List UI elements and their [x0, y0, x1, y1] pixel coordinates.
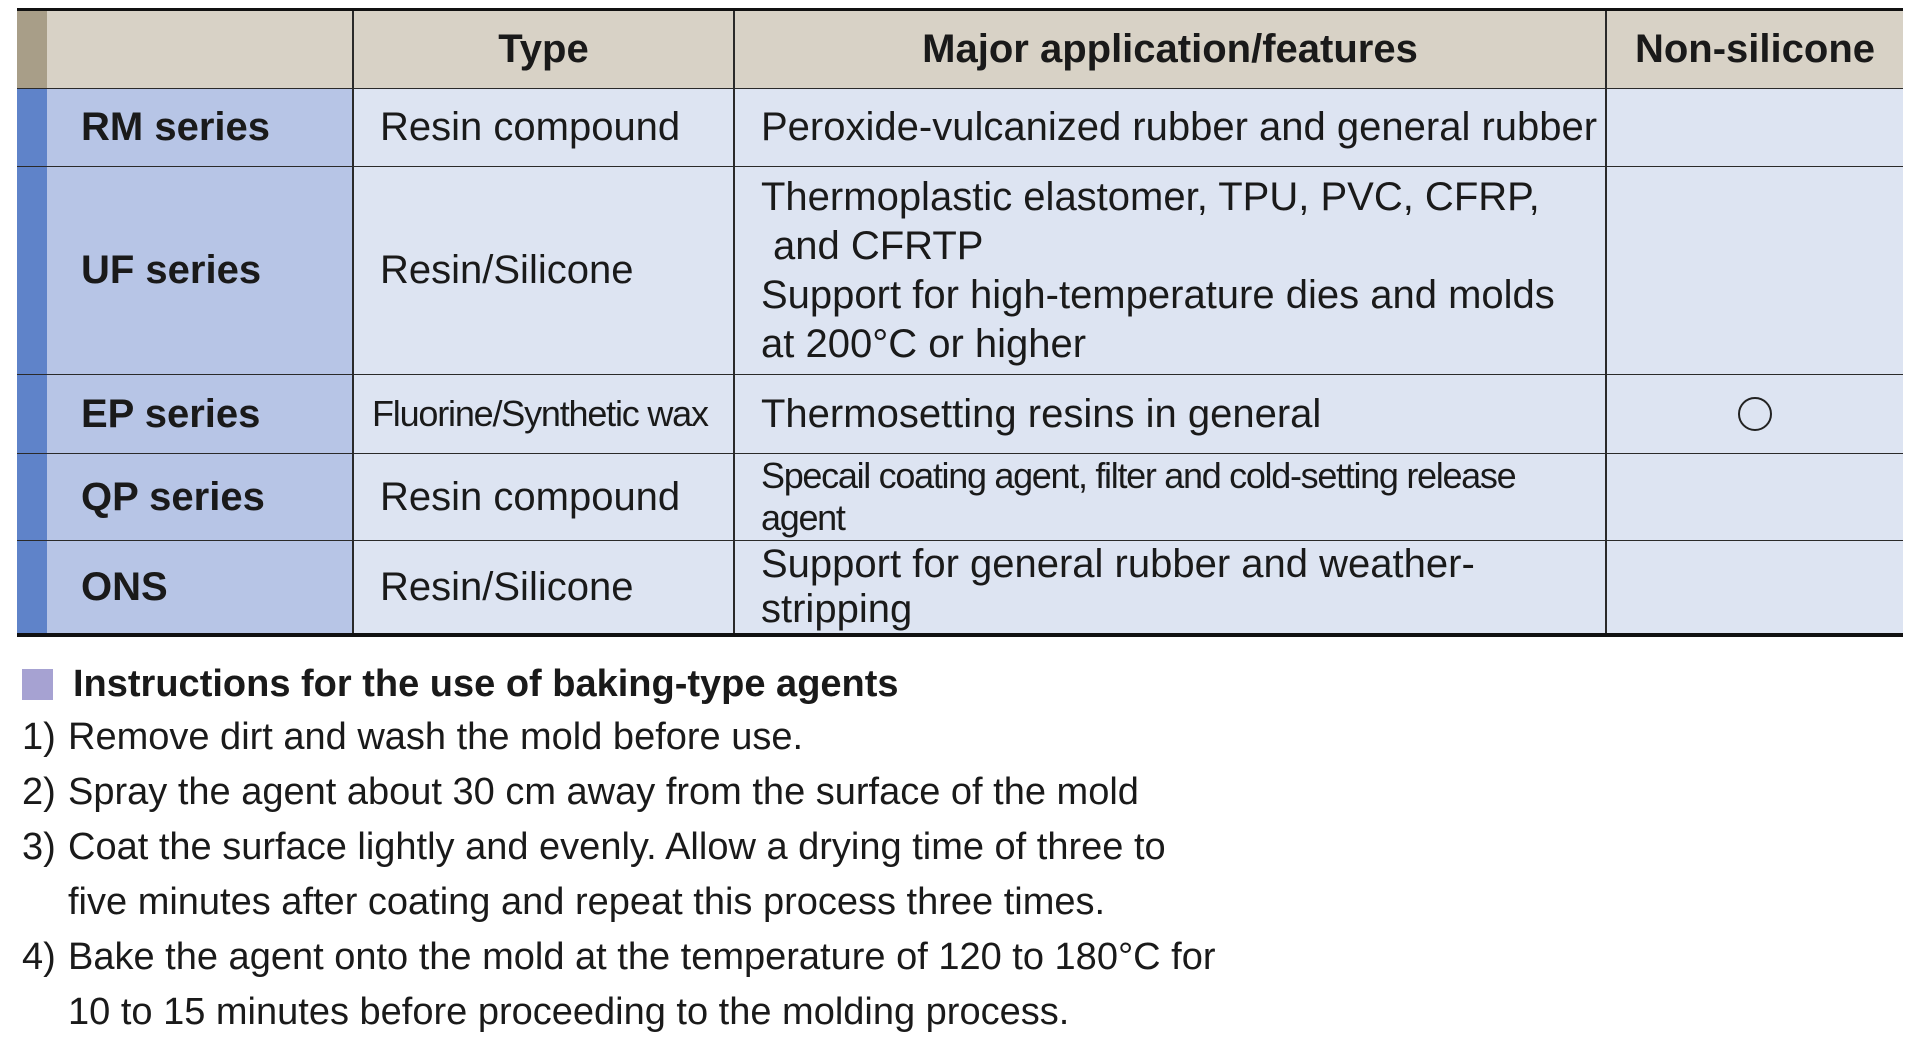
- type-cell: Resin compound: [353, 89, 734, 167]
- series-name: EP series: [81, 391, 261, 436]
- application-line: Support for high-temperature dies and molds: [761, 272, 1555, 317]
- application-cell: Thermosetting resins in general: [734, 375, 1606, 454]
- non-silicone-cell: [1606, 454, 1903, 541]
- table-row: [17, 375, 1903, 454]
- step-text-line: 10 to 15 minutes before proceeding to the molding process.: [68, 991, 1070, 1033]
- application-cell: Support for general rubber and weather-stripping: [734, 541, 1606, 636]
- square-bullet-icon: [22, 669, 53, 700]
- step-number: 3): [22, 826, 56, 868]
- application-line: at 200°C or higher: [761, 321, 1087, 366]
- application-line: and CFRTP: [773, 223, 984, 268]
- non-silicone-circle-icon: [1738, 397, 1772, 431]
- step-number: 2): [22, 771, 56, 813]
- series-name: UF series: [81, 248, 262, 292]
- series-name-cell: [17, 375, 353, 454]
- step-number: 1): [22, 716, 56, 758]
- step-text: [68, 820, 1622, 930]
- table-row: [17, 541, 1903, 636]
- application-cell: Peroxide-vulcanized rubber and general rubber: [734, 89, 1606, 167]
- step-text: Remove dirt and wash the mold before use.: [68, 716, 804, 758]
- instructions-section: [22, 658, 1622, 1040]
- type-cell: Resin/Silicone: [353, 167, 734, 375]
- header-corner-stripe: [17, 11, 47, 88]
- step-number: 4): [22, 936, 56, 978]
- step-text: Spray the agent about 30 cm away from the surface of the mold: [68, 771, 1139, 813]
- table-header-row: [17, 10, 1903, 89]
- application-cell: Specail coating agent, filter and cold-setting release agent: [734, 454, 1606, 541]
- header-application: Major application/features: [734, 10, 1606, 89]
- header-type: Type: [353, 10, 734, 89]
- header-corner: [17, 10, 353, 89]
- instruction-step: [22, 765, 1622, 820]
- header-non-silicone: Non-silicone: [1606, 10, 1903, 89]
- table-row: [17, 89, 1903, 167]
- type-cell: Resin/Silicone: [353, 541, 734, 636]
- series-name-cell: [17, 167, 353, 375]
- non-silicone-cell: [1606, 167, 1903, 375]
- non-silicone-cell: [1606, 89, 1903, 167]
- step-text-line: Coat the surface lightly and evenly. Allow a drying time of three to: [68, 826, 1166, 868]
- series-stripe: [17, 167, 47, 374]
- table-row: [17, 167, 1903, 375]
- product-table-container: [17, 8, 1903, 637]
- application-line: Thermoplastic elastomer, TPU, PVC, CFRP,: [761, 174, 1540, 219]
- series-name-cell: [17, 541, 353, 636]
- instruction-step: [22, 930, 1622, 1040]
- series-stripe: [17, 89, 47, 166]
- table-row: [17, 454, 1903, 541]
- instruction-step: [22, 710, 1622, 765]
- series-name: RM series: [81, 105, 270, 149]
- application-cell: [734, 167, 1606, 375]
- non-silicone-cell: [1606, 375, 1903, 454]
- step-text-line: Bake the agent onto the mold at the temperature of 120 to 180°C for: [68, 936, 1216, 978]
- series-stripe: [17, 454, 47, 540]
- series-name-cell: [17, 89, 353, 167]
- series-name: ONS: [81, 564, 168, 609]
- series-name-cell: [17, 454, 353, 541]
- product-table: [17, 8, 1903, 637]
- type-cell: Fluorine/Synthetic wax: [353, 375, 734, 454]
- series-stripe: [17, 375, 47, 453]
- instructions-heading: [22, 658, 1622, 710]
- non-silicone-cell: [1606, 541, 1903, 636]
- step-text-line: five minutes after coating and repeat this process three times.: [68, 881, 1106, 923]
- series-name: QP series: [81, 474, 265, 519]
- type-cell: Resin compound: [353, 454, 734, 541]
- series-stripe: [17, 541, 47, 633]
- instructions-title: Instructions for the use of baking-type agents: [73, 662, 899, 705]
- step-text: [68, 930, 1622, 1040]
- instruction-step: [22, 820, 1622, 930]
